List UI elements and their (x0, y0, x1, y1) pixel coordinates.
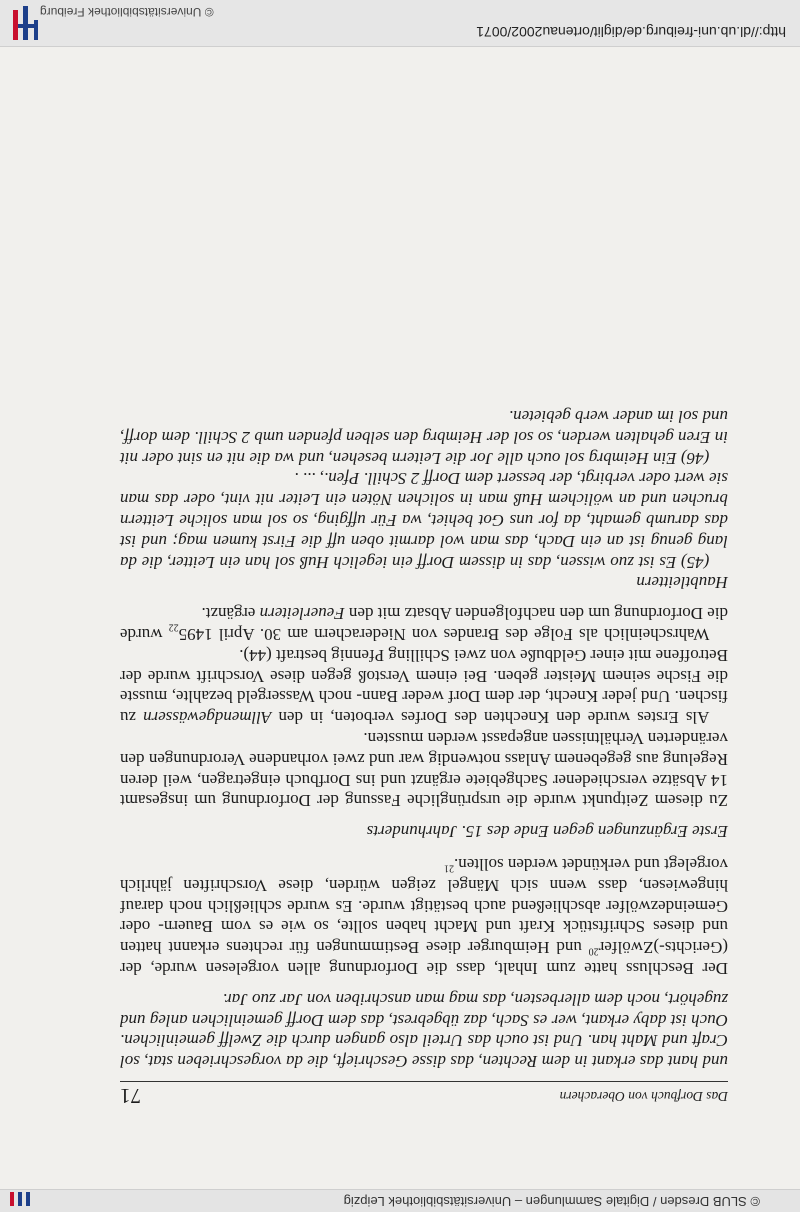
page-url-link[interactable]: http://dl.ub.uni-freiburg.de/diglit/ortenau2002/0071 (476, 24, 786, 40)
viewer-top-bar (0, 1189, 800, 1212)
paragraph: Der Beschluss hatte zum Inhalt, dass die Dorfordnung allen vorgelesen wurde, der (Gerichts-)Zwölfer$^{20}$ und Heimburger diese Bestimmungen für rechtens erkannt hatten und dieses Schriftstück Kraft und Macht haben sollte, so wie es vom Bauern- oder Gemeindezwölfer abschließend auch bestätigt wurde. Es wurde schließlich noch darauf hingewiesen, dass wenn sich Mängel zeigen würden, diese Vorschriften jährlich vorgelegt und verkündet werden sollten.$^{21}$ (120, 855, 728, 979)
section-heading: Erste Ergänzungen gegen Ende des 15. Jahrhunderts (366, 822, 728, 842)
paragraph: Wahrscheinlich als Folge des Brandes von Niederachern am 30. April $1495_{22}$ wurde die Dorfordnung um den nachfolgenden Absatz mit den Feuerleitern ergänzt. (120, 604, 728, 645)
running-head (120, 1081, 728, 1106)
paragraph: Zu diesem Zeitpunkt wurde die ursprüngliche Fassung der Dorfordnung um insgesamt 14 Absätze verschiedener Sachgebiete ergänzt und ins Dorfbuch eingetragen, weil deren Regelung aus gegebenem Anlass notwendig war und zwei vorhandene Verordnungen den veränderten Verhältnissen angepasst werden mussten. (120, 729, 728, 811)
copyright-text: © Universitätsbibliothek Freiburg (40, 5, 214, 19)
quote-paragraph: und hant das erkant in dem Rechten, das disse Geschrieft, die da vorgeschrieben stat, sol Craft und Maht han. Und ist ouch das Urteil also gangen durch die Zwelff gemeinlichen. Ouch ist daby erkant, wer es Sach, daz übgebrest, das dem Dorff gemeinlichen anleg und zugehört, noch dem allerbesten, das mag man anschriben von Jar zuo Jar. (120, 989, 728, 1072)
footnote-ref: 21 (444, 862, 455, 874)
page-content (120, 405, 728, 1106)
paragraph: Als Erstes wurde den Knechten des Dorfes verboten, in den Allmendgewässern zu fischen. Und jeder Knecht, der dem Dorf weder Bann- noch Wassergeld bezahlte, musste die Fische seinem Meister geben. Bei einem Verstoß gegen diese Vorschrift wurde der Betroffene mit einer Geldbuße von zwei Schilling Pfennig bestraft (44). (120, 645, 728, 728)
library-logo-icon (6, 1192, 36, 1210)
quote-heading: Haubtleittern (636, 573, 728, 593)
university-logo-icon (6, 4, 42, 42)
running-head-title: Das Dorfbuch von Oberachern (559, 1089, 728, 1104)
footnote-ref: 22 (168, 621, 179, 633)
quote-paragraph: (45) Es ist zuo wissen, das in dissem Dorff ein iegelich Huß sol han ein Leitter, die da lang genug ist an ein Dach, das man wol darmit oben uff die First kumen mag; und ist das darumb gemaht, da for uns Got behiet, wa Für uffging, so sol man soliche Leittern bruchen und an wölichem Huß man in solichen Nöten ein Leiter nit vint, oder das man sie wert oder verbirgt, der bessert dem Dorff 2 Schill. Pfen., ... . (120, 469, 728, 572)
footnote-ref: 20 (588, 945, 599, 957)
quote-paragraph: (46) Ein Heimbrg sol ouch alle Jor die Leitern besehen, und wa die nit en sint oder nit in Eren gehalten werden, so sol der Heimbrg den selben pfenden umb 2 Schill. dem dorff, und sol im ander werb gebieten. (120, 407, 728, 468)
viewer-top-text: © SLUB Dresden / Digitale Sammlungen – Universitätsbibliothek Leipzig (343, 1194, 760, 1209)
viewer-bottom-bar (0, 0, 800, 47)
page-number: 71 (120, 1084, 141, 1108)
